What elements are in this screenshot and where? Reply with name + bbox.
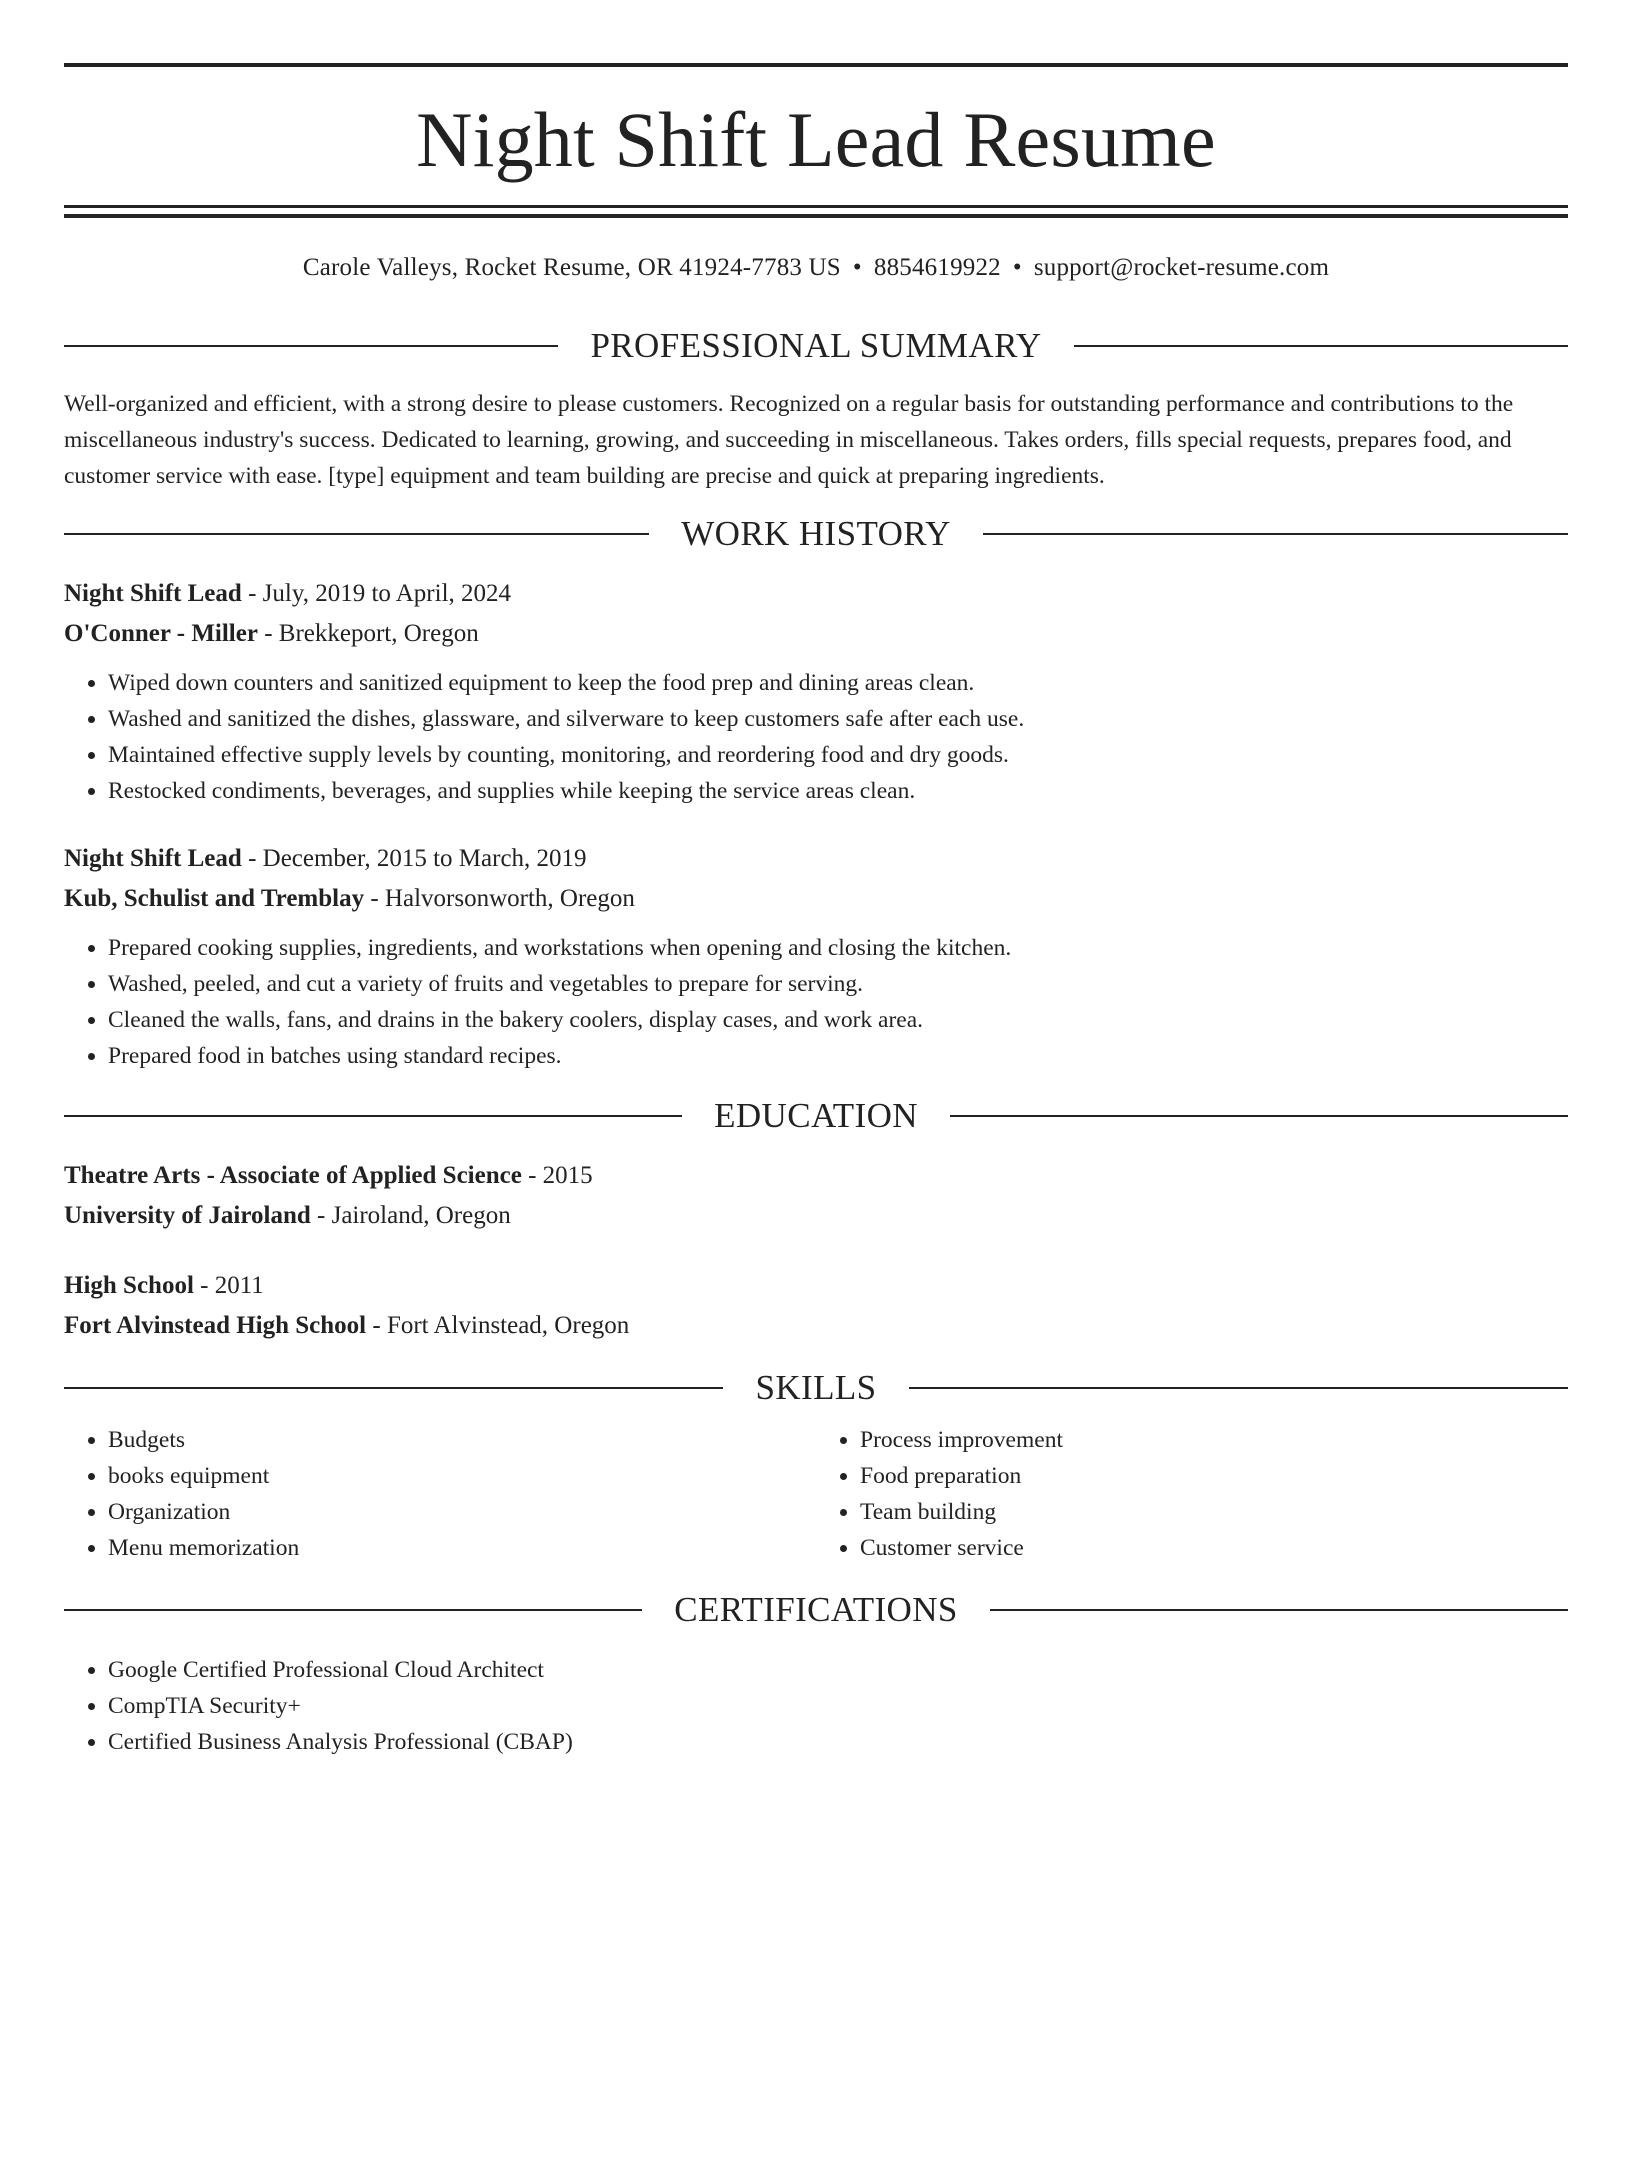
education-degree-line	[64, 1156, 1568, 1196]
certification-item: • CompTIA Security+	[108, 1688, 1568, 1724]
education-degree: Theatre Arts - Associate of Applied Science	[64, 1162, 522, 1189]
skills-column-right	[816, 1422, 1568, 1566]
work-heading: WORK HISTORY	[681, 514, 951, 553]
heading-rule	[983, 533, 1568, 535]
heading-rule	[64, 345, 558, 347]
skill-item: • Organization	[108, 1494, 816, 1530]
job-bullet: • Washed and sanitized the dishes, glassware, and silverware to keep customers safe after each use.	[108, 701, 1568, 737]
heading-rule	[64, 1609, 642, 1611]
heading-rule	[909, 1387, 1568, 1389]
education-year: - 2011	[193, 1272, 264, 1299]
education-entry	[64, 1266, 1568, 1346]
education-school: University of Jairoland	[64, 1202, 311, 1229]
top-rule	[64, 63, 1568, 67]
summary-text: Well-organized and efficient, with a strong desire to please customers. Recognized on a regular basis for outstanding performance and contributions to the miscellaneous industry's success. Dedicated to learning, growing, and succeeding in miscellaneous. Takes orders, fills special requests, prepares food, and customer service with ease. [type] equipment and team building are precise and quick at preparing ingredients.	[64, 391, 1514, 489]
skill-item: • Process improvement	[860, 1422, 1568, 1458]
job-title: Night Shift Lead	[64, 580, 242, 607]
job-company-line	[64, 614, 1568, 654]
contact-address: Carole Valleys, Rocket Resume, OR 41924-7783 US	[302, 254, 841, 281]
heading-rule	[64, 1387, 723, 1389]
job-bullet: • Wiped down counters and sanitized equipment to keep the food prep and dining areas clean.	[108, 665, 1568, 701]
heading-rule	[64, 1115, 682, 1117]
contact-email[interactable]: support@rocket-resume.com	[1033, 254, 1330, 281]
education-school: Fort Alvinstead High School	[64, 1312, 367, 1339]
job-bullet: • Maintained effective supply levels by counting, monitoring, and reordering food and dry goods.	[108, 737, 1568, 773]
resume-title: Night Shift Lead Resume	[416, 96, 1216, 183]
education-degree: High School	[64, 1272, 194, 1299]
job-title-line	[64, 574, 1568, 614]
job-bullet: • Washed, peeled, and cut a variety of fruits and vegetables to prepare for serving.	[108, 966, 1568, 1002]
job-company-line	[64, 879, 1568, 919]
education-section-heading	[64, 1096, 1568, 1136]
job-entry	[64, 574, 1568, 809]
skills-column-left	[64, 1422, 816, 1566]
education-location: - Jairoland, Oregon	[310, 1202, 511, 1229]
skills-heading: SKILLS	[755, 1368, 877, 1407]
education-school-line	[64, 1196, 1568, 1236]
job-title: Night Shift Lead	[64, 845, 242, 872]
job-dates: - December, 2015 to March, 2019	[241, 845, 587, 872]
skill-item: • Menu memorization	[108, 1530, 816, 1566]
job-bullets	[64, 930, 1568, 1074]
job-dates: - July, 2019 to April, 2024	[241, 580, 512, 607]
contact-line	[64, 253, 1568, 283]
heading-rule	[990, 1609, 1568, 1611]
heading-rule	[1074, 345, 1568, 347]
title-rule-lower	[64, 214, 1568, 218]
skills-list	[816, 1422, 1568, 1566]
certification-item: • Certified Business Analysis Professional (CBAP)	[108, 1724, 1568, 1760]
skill-item: • books equipment	[108, 1458, 816, 1494]
resume-page	[0, 63, 1632, 2175]
job-company: Kub, Schulist and Tremblay	[64, 885, 365, 912]
skills-grid	[64, 1422, 1568, 1566]
education-entry	[64, 1156, 1568, 1236]
education-degree-line	[64, 1266, 1568, 1306]
skill-item: • Budgets	[108, 1422, 816, 1458]
certifications-section-heading	[64, 1590, 1568, 1630]
certification-item: • Google Certified Professional Cloud Architect	[108, 1652, 1568, 1688]
job-entry	[64, 839, 1568, 1074]
certifications-list	[64, 1652, 1568, 1760]
education-school-line	[64, 1306, 1568, 1346]
contact-separator: •	[852, 254, 862, 281]
education-location: - Fort Alvinstead, Oregon	[366, 1312, 630, 1339]
skills-list	[64, 1422, 816, 1566]
skill-item: • Customer service	[860, 1530, 1568, 1566]
job-location: - Brekkeport, Oregon	[257, 620, 479, 647]
certifications-heading: CERTIFICATIONS	[674, 1590, 958, 1629]
job-bullet: • Restocked condiments, beverages, and supplies while keeping the service areas clean.	[108, 773, 1568, 809]
job-title-line	[64, 839, 1568, 879]
heading-rule	[950, 1115, 1568, 1117]
skills-section-heading	[64, 1368, 1568, 1408]
job-bullet: • Prepared food in batches using standard recipes.	[108, 1038, 1568, 1074]
job-company: O'Conner - Miller	[64, 620, 258, 647]
education-heading: EDUCATION	[714, 1096, 918, 1135]
work-section-heading	[64, 514, 1568, 554]
skill-item: • Team building	[860, 1494, 1568, 1530]
summary-heading: PROFESSIONAL SUMMARY	[590, 326, 1042, 365]
heading-rule	[64, 533, 649, 535]
title-rule-upper	[64, 205, 1568, 208]
job-bullets	[64, 665, 1568, 809]
job-bullet: • Cleaned the walls, fans, and drains in the bakery coolers, display cases, and work area.	[108, 1002, 1568, 1038]
education-year: - 2015	[521, 1162, 593, 1189]
skill-item: • Food preparation	[860, 1458, 1568, 1494]
contact-separator: •	[1012, 254, 1022, 281]
job-location: - Halvorsonworth, Oregon	[364, 885, 635, 912]
contact-phone: 8854619922	[873, 254, 1001, 281]
job-bullet: • Prepared cooking supplies, ingredients, and workstations when opening and closing the kitchen.	[108, 930, 1568, 966]
summary-section-heading	[64, 326, 1568, 366]
